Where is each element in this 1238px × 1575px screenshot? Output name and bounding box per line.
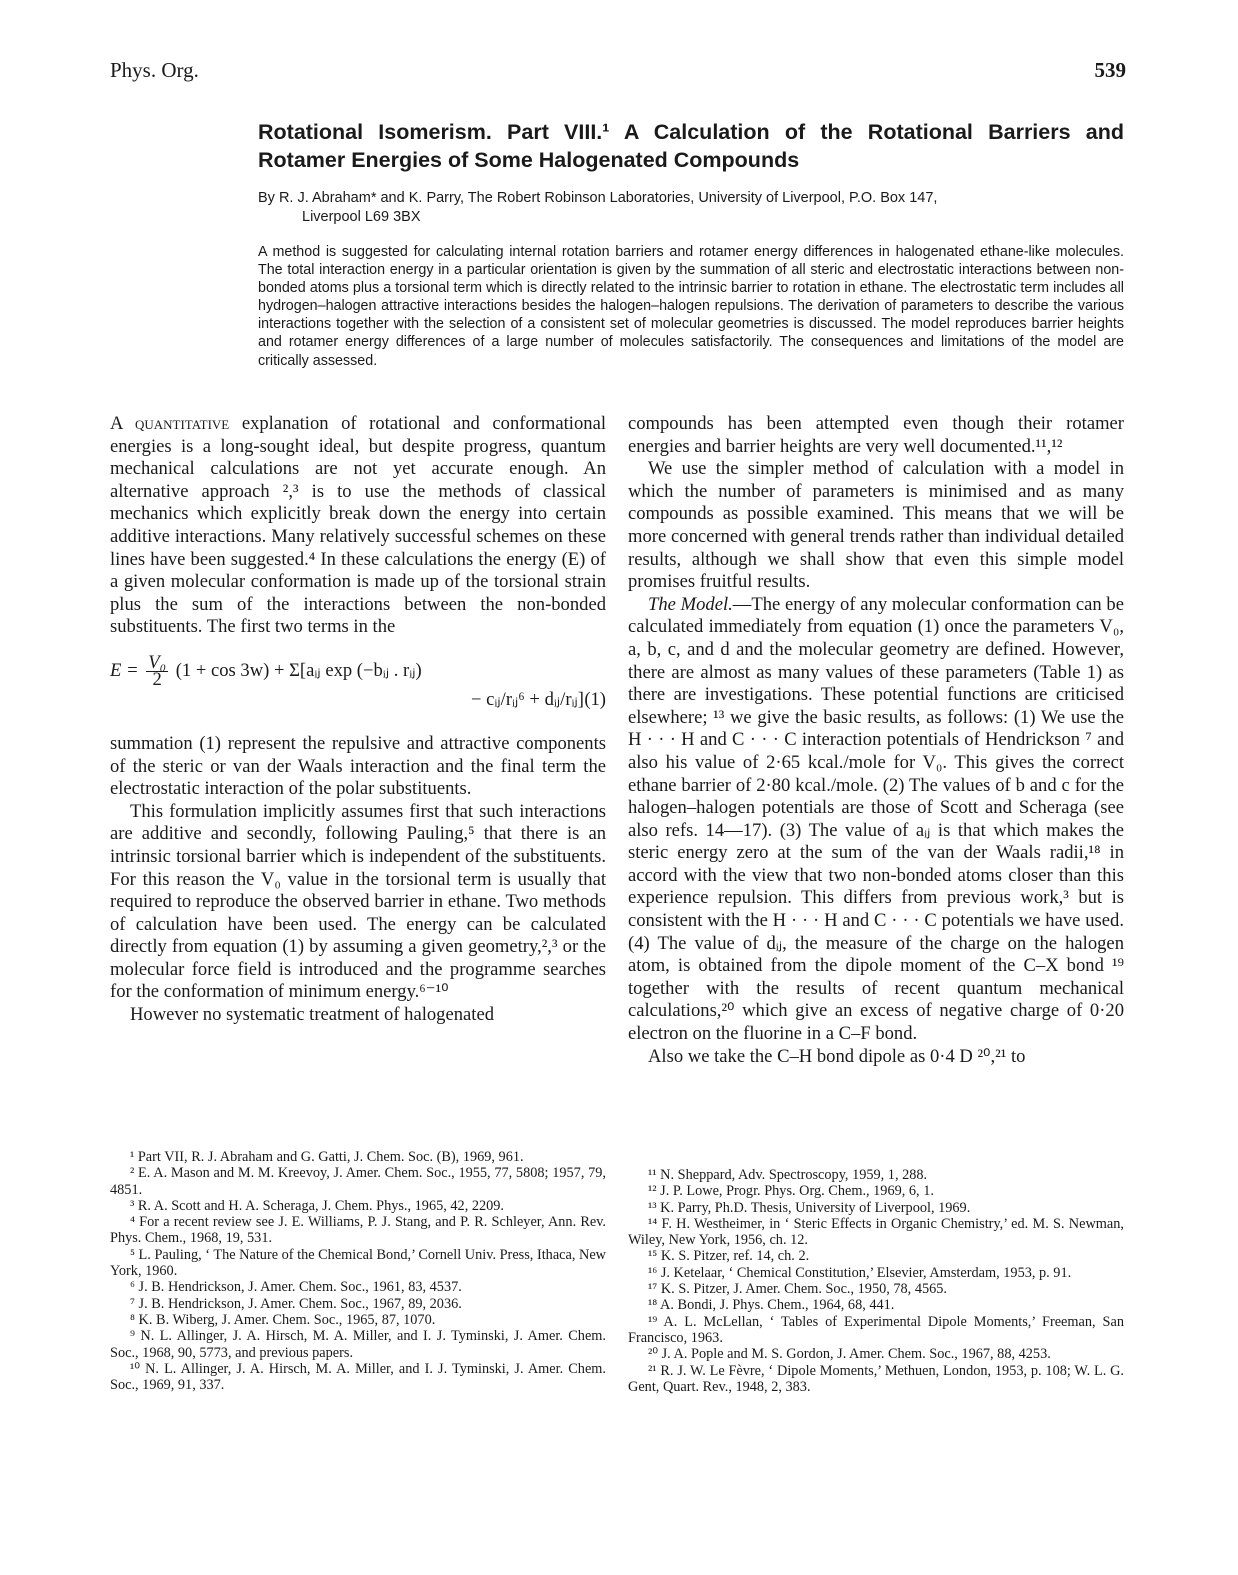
paragraph: Also we take the C–H bond dipole as 0·4 D ²⁰,²¹ to bbox=[648, 1045, 1026, 1067]
footnote: ⁸ K. B. Wiberg, J. Amer. Chem. Soc., 1965, 87, 1070. bbox=[130, 1311, 436, 1328]
fraction-numerator: V₀ bbox=[148, 651, 167, 673]
footnote: ¹² J. P. Lowe, Progr. Phys. Org. Chem., 1969, 6, 1. bbox=[648, 1183, 934, 1200]
footnote: ¹⁰ N. L. Allinger, J. A. Hirsch, M. A. Miller, and I. J. Tyminski, J. Amer. Chem. Soc., 1969, 91, 337. bbox=[110, 1360, 606, 1394]
left-column bbox=[110, 413, 606, 1027]
footnote: ¹³ K. Parry, Ph.D. Thesis, University of Liverpool, 1969. bbox=[648, 1199, 971, 1216]
footnote: ¹ Part VII, R. J. Abraham and G. Gatti, J. Chem. Soc. (B), 1969, 961. bbox=[130, 1149, 524, 1165]
right-column bbox=[628, 413, 1124, 1068]
footnote: ¹⁶ J. Ketelaar, ‘ Chemical Constitution,’ Elsevier, Amsterdam, 1953, p. 91. bbox=[648, 1264, 1072, 1281]
equation-fraction bbox=[146, 651, 168, 690]
paragraph: This formulation implicitly assumes first that such interactions are additive and secondly, following Pauling,⁵ that there is an intrinsic torsional barrier which is independent of the substituents. For this reason the V₀ value in the torsional term is usually that required to reproduce the observed barrier in ethane. Two methods of calculation have been used. The energy can be calculated directly from equation (1) by assuming a given geometry,²,³ or the molecular force field is introduced and the programme searches for the conformation of minimum energy.⁶⁻¹⁰ bbox=[110, 800, 606, 1003]
footnote: ¹¹ N. Sheppard, Adv. Spectroscopy, 1959, 1, 288. bbox=[648, 1167, 928, 1183]
paragraph bbox=[110, 413, 606, 639]
running-head bbox=[110, 58, 1126, 86]
equation-number: (1) bbox=[584, 688, 606, 710]
paragraph-text: explanation of rotational and conformational energies is a long-sought ideal, but despite progress, quantum mechanical calculations are not yet accurate enough. An alternative approach ²,³ is to use the methods of classical mechanics which explicitly break down the energy into certain additive interactions. Many relatively successful schemes on these lines have been suggested.⁴ In these calculations the energy (E) of a given molecular conformation is made up of the torsional strain plus the sum of the interactions between the non-bonded substituents. The first two terms in the bbox=[110, 413, 606, 638]
paragraph: compounds has been attempted even though their rotamer energies and barrier heights are very well documented.¹¹,¹² bbox=[628, 413, 1124, 457]
footnote: ⁵ L. Pauling, ‘ The Nature of the Chemical Bond,’ Cornell Univ. Press, Ithaca, New York, 1960. bbox=[110, 1246, 607, 1280]
footnote: ²¹ R. J. W. Le Fèvre, ‘ Dipole Moments,’ Methuen, London, 1953, p. 108; W. L. G. Gent, Quart. Rev., 1948, 2, 383. bbox=[628, 1362, 1124, 1395]
paragraph-text: —The energy of any molecular conformation can be calculated immediately from equation (1) once the parameters V₀, a, b, c, and d and the molecular geometry are defined. However, there are almost as many values of these parameters (Table 1) as there are investigations. These potential functions are criticised elsewhere; ¹³ we give the basic results, as follows: (1) We use the H · · · H and C · · · C interaction potentials of Hendrickson ⁷ and also his value of 2·65 kcal./mole for V₀. This gives the correct ethane barrier of 2·80 kcal./mole. (2) The values of b and c for the halogen–halogen potentials are those of Scott and Scheraga (see also refs. 14—17). (3) The value of aᵢⱼ is that which makes the steric energy zero at the sum of the van der Waals radii,¹⁸ in accord with the view that two non-bonded atoms closer than this experience repulsion. This differs from previous work,³ but is consistent with the H · · · H and C · · · C potentials we have used. (4) The value of dᵢⱼ, the measure of the charge on the halogen atom, is obtained from the dipole moment of the C–X bond ¹⁹ together with the results of recent quantum mechanical calculations,²⁰ which give an excess of negative charge of 0·20 electron on the fluorine in a C–F bond. bbox=[628, 593, 1124, 1045]
footnote: ¹⁸ A. Bondi, J. Phys. Chem., 1964, 68, 441. bbox=[648, 1297, 895, 1314]
footnote: ¹⁷ K. S. Pitzer, J. Amer. Chem. Soc., 1950, 78, 4565. bbox=[648, 1281, 947, 1298]
footnote: ⁹ N. L. Allinger, J. A. Hirsch, M. A. Miller, and I. J. Tyminski, J. Amer. Chem. Soc., 1968, 90, 5773, and previous papers. bbox=[110, 1328, 606, 1361]
footnote: ⁴ For a recent review see J. E. Williams, P. J. Stang, and P. R. Schleyer, Ann. Rev. Phys. Chem., 1968, 19, 531. bbox=[110, 1214, 606, 1247]
footnote: ³ R. A. Scott and H. A. Scheraga, J. Chem. Phys., 1965, 42, 2209. bbox=[130, 1197, 505, 1214]
footnote: ¹⁹ A. L. McLellan, ‘ Tables of Experimental Dipole Moments,’ Freeman, San Francisco, 1963. bbox=[628, 1313, 1124, 1346]
paragraph bbox=[628, 594, 1124, 1046]
paragraph: summation (1) represent the repulsive and attractive components of the steric or van der Waals interaction and the final term the electrostatic interaction of the polar substituents. bbox=[110, 732, 606, 800]
paragraph: However no systematic treatment of halogenated bbox=[130, 1004, 494, 1026]
footnote: ¹⁵ K. S. Pitzer, ref. 14, ch. 2. bbox=[648, 1248, 810, 1265]
equation-line-2: − cᵢⱼ/rᵢⱼ⁶ + dᵢⱼ/rᵢⱼ] bbox=[470, 688, 584, 710]
footnote: ¹⁴ F. H. Westheimer, in ‘ Steric Effects in Organic Chemistry,’ ed. M. S. Newman, Wiley, New York, 1956, ch. 12. bbox=[628, 1215, 1124, 1249]
footnote: ⁷ J. B. Hendrickson, J. Amer. Chem. Soc., 1967, 89, 2036. bbox=[130, 1295, 462, 1312]
footnote: ²⁰ J. A. Pople and M. S. Gordon, J. Amer. Chem. Soc., 1967, 88, 4253. bbox=[648, 1346, 1051, 1363]
author-line: By R. J. Abraham* and K. Parry, The Robert Robinson Laboratories, University of Liverpool, P.O. Box 147, bbox=[258, 190, 938, 206]
equation-lhs: E = bbox=[110, 659, 139, 681]
footnote: ² E. A. Mason and M. M. Kreevoy, J. Amer. Chem. Soc., 1955, 77, 5808; 1957, 79, 4851. bbox=[110, 1165, 606, 1198]
page-number: 539 bbox=[1094, 58, 1126, 82]
equation-1 bbox=[110, 651, 606, 721]
equation-line-1 bbox=[110, 651, 422, 690]
author-block bbox=[258, 189, 1124, 227]
author-address: Liverpool L69 3BX bbox=[302, 209, 421, 225]
section-heading: The Model. bbox=[648, 593, 733, 615]
article-title: Rotational Isomerism. Part VIII.¹ A Calculation of the Rotational Barriers and Rotamer Energies of Some Halogenated Compounds bbox=[258, 120, 1124, 172]
paragraph: We use the simpler method of calculation with a model in which the number of parameters is minimised and as many compounds as possible examined. This means that we will be more concerned with general trends rather than individual detailed results, although we shall show that even this simple model promises fruitful results. bbox=[628, 458, 1124, 593]
footnote: ⁶ J. B. Hendrickson, J. Amer. Chem. Soc., 1961, 83, 4537. bbox=[130, 1279, 462, 1296]
journal-name: Phys. Org. bbox=[110, 58, 199, 82]
lead-in: A quantitative bbox=[110, 413, 230, 434]
footnotes-right bbox=[628, 1167, 1124, 1395]
abstract: A method is suggested for calculating internal rotation barriers and rotamer energy differences in halogenated ethane-like molecules. The total interaction energy in a particular orientation is given by the summation of all steric and electrostatic interactions between non-bonded atoms plus a torsional term which is directly related to the intrinsic barrier to rotation in ethane. The electrostatic term includes all hydrogen–halogen attractive interactions besides the halogen–halogen repulsions. The derivation of parameters to describe the various interactions together with the selection of a consistent set of molecular geometries is discussed. The model reproduces barrier heights and rotamer energy differences of a large number of molecules satisfactorily. The consequences and limitations of the model are critically assessed. bbox=[258, 244, 1124, 369]
footnotes-left bbox=[110, 1149, 606, 1393]
fraction-denominator: 2 bbox=[152, 668, 162, 690]
equation-terms: (1 + cos 3w) + Σ[aᵢⱼ exp (−bᵢⱼ . rᵢⱼ) bbox=[175, 659, 422, 681]
